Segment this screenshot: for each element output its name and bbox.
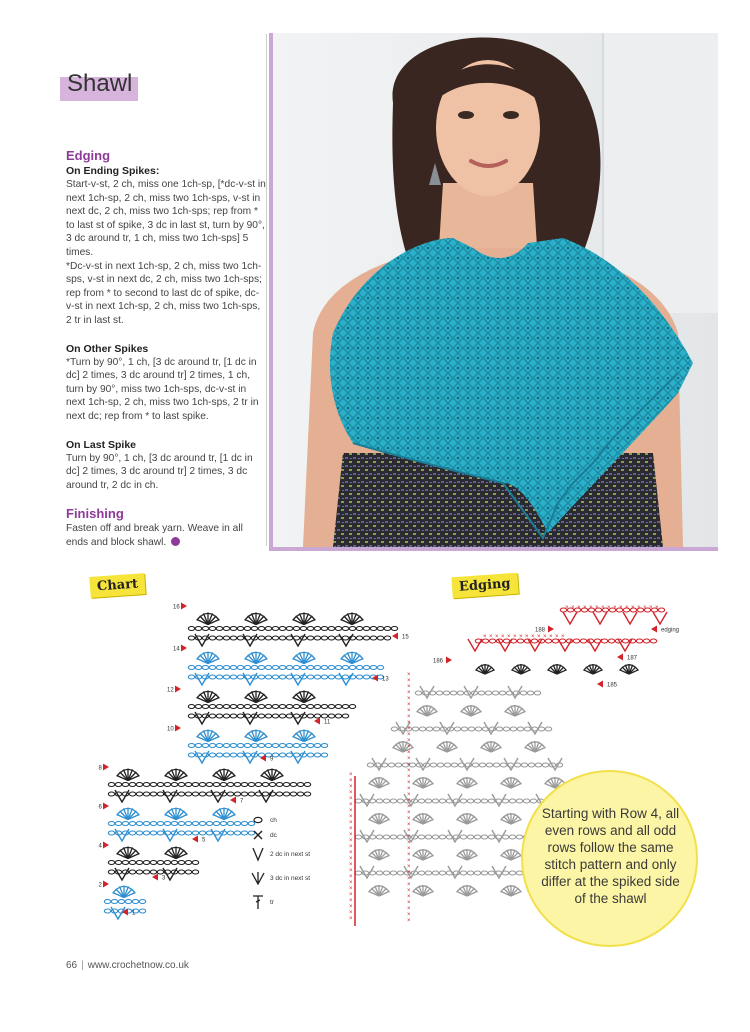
legend-symbol-icon	[250, 812, 266, 828]
edge-stitch-mark: ×	[349, 832, 353, 838]
edge-stitch-mark: ×	[349, 916, 353, 922]
edge-stitch-mark: ×	[607, 605, 611, 611]
edge-stitch-mark: ×	[643, 605, 647, 611]
legend-symbol-icon	[250, 846, 266, 862]
edge-stitch-mark: ×	[349, 844, 353, 850]
chart-row	[188, 691, 355, 709]
note-callout	[521, 770, 698, 947]
row-number-label: 10	[167, 726, 174, 733]
edge-stitch-mark: ×	[407, 870, 411, 876]
row-number-label: 12	[167, 687, 174, 694]
edge-stitch-mark: ×	[407, 858, 411, 864]
edge-stitch-mark: ×	[601, 605, 605, 611]
row-number-label: 3	[162, 875, 166, 882]
edge-stitch-mark: ×	[349, 826, 353, 832]
ending-spikes-heading: On Ending Spikes:	[66, 165, 160, 177]
chart-row	[188, 751, 327, 763]
row-number-label: 15	[402, 634, 409, 641]
row-number-label: 13	[382, 676, 389, 683]
edge-stitch-mark: ×	[407, 768, 411, 774]
edge-stitch-mark: ×	[519, 634, 523, 640]
edge-stitch-mark: ×	[495, 634, 499, 640]
edge-stitch-mark: ×	[625, 605, 629, 611]
edge-stitch-mark: ×	[349, 802, 353, 808]
edge-stitch-mark: ×	[407, 888, 411, 894]
row-number-label: 2	[98, 882, 102, 889]
legend-symbol-icon	[250, 827, 266, 843]
row-number-label: 186	[433, 658, 444, 665]
edging-row-label: edging	[661, 627, 680, 634]
row-number-label: 185	[607, 682, 618, 689]
chart-row	[104, 886, 145, 904]
chart-row	[108, 769, 310, 787]
last-spike-para: Turn by 90°, 1 ch, [3 dc around tr, [1 dc in dc] 2 times, 3 dc around tr] 2 times, 3 dc around tr, 2 dc in ch.	[66, 452, 253, 491]
edge-stitch-mark: ×	[407, 684, 411, 690]
edge-stitch-mark: ×	[407, 816, 411, 822]
edge-stitch-mark: ×	[349, 898, 353, 904]
edge-stitch-mark: ×	[543, 634, 547, 640]
edge-stitch-mark: ×	[407, 696, 411, 702]
edge-stitch-mark: ×	[407, 804, 411, 810]
chart-row	[108, 790, 310, 802]
edge-stitch-mark: ×	[349, 778, 353, 784]
edge-stitch-mark: ×	[631, 605, 635, 611]
legend-label: ch	[270, 816, 277, 824]
edge-stitch-mark: ×	[349, 892, 353, 898]
edge-stitch-mark: ×	[407, 708, 411, 714]
edge-stitch-mark: ×	[407, 882, 411, 888]
chart-row	[108, 829, 254, 841]
edge-stitch-mark: ×	[619, 605, 623, 611]
edge-stitch-mark: ×	[407, 750, 411, 756]
end-dot-icon	[171, 537, 180, 546]
edge-stitch-mark: ×	[407, 798, 411, 804]
finishing-para: Fasten off and break yarn. Weave in all ends and block shawl.	[66, 523, 243, 548]
edge-stitch-mark: ×	[407, 726, 411, 732]
row-number-label: 8	[98, 765, 102, 772]
edge-stitch-mark: ×	[537, 634, 541, 640]
row-number-label: 16	[173, 604, 180, 611]
page-title: Shawl	[67, 70, 133, 97]
legend-item	[250, 812, 277, 828]
legend-label: 2 dc in next st	[270, 850, 311, 858]
edge-stitch-mark: ×	[407, 852, 411, 858]
edge-stitch-mark: ×	[349, 796, 353, 802]
edge-stitch-mark: ×	[549, 634, 553, 640]
legend-item	[250, 894, 274, 910]
edge-stitch-mark: ×	[349, 910, 353, 916]
other-spikes-heading: On Other Spikes	[66, 342, 149, 355]
edge-stitch-mark: ×	[407, 906, 411, 912]
edge-stitch-mark: ×	[525, 634, 529, 640]
edge-stitch-mark: ×	[349, 886, 353, 892]
edge-stitch-mark: ×	[407, 738, 411, 744]
pattern-instructions	[66, 148, 266, 549]
row-number-label: 11	[324, 719, 331, 726]
edge-stitch-mark: ×	[595, 605, 599, 611]
edge-stitch-mark: ×	[483, 634, 487, 640]
chart-row	[108, 847, 198, 865]
edge-stitch-mark: ×	[513, 634, 517, 640]
row-number-label: 6	[98, 804, 102, 811]
edge-stitch-mark: ×	[349, 838, 353, 844]
edge-stitch-mark: ×	[649, 605, 653, 611]
edge-stitch-mark: ×	[407, 810, 411, 816]
legend-label: tr	[270, 898, 274, 906]
edge-stitch-mark: ×	[407, 900, 411, 906]
row-number-label: 5	[202, 837, 206, 844]
edge-stitch-mark: ×	[407, 840, 411, 846]
edge-stitch-mark: ×	[407, 672, 411, 678]
edge-stitch-mark: ×	[407, 756, 411, 762]
edging-tag: Edging	[451, 573, 518, 599]
legend-item	[250, 827, 277, 843]
edge-stitch-mark: ×	[407, 876, 411, 882]
edge-stitch-mark: ×	[407, 678, 411, 684]
edge-stitch-mark: ×	[349, 880, 353, 886]
edge-stitch-mark: ×	[501, 634, 505, 640]
edge-stitch-mark: ×	[349, 856, 353, 862]
edge-stitch-mark: ×	[489, 634, 493, 640]
row-number-label: 188	[535, 627, 546, 634]
legend-item	[250, 846, 310, 862]
legend-item	[250, 870, 310, 886]
edge-stitch-mark: ×	[613, 605, 617, 611]
chart-tag: Chart	[89, 573, 145, 598]
edge-stitch-mark: ×	[407, 828, 411, 834]
last-spike-heading: On Last Spike	[66, 438, 137, 451]
row-number-label: 187	[627, 655, 638, 662]
edge-stitch-mark: ×	[407, 720, 411, 726]
edge-stitch-mark: ×	[571, 605, 575, 611]
legend-label: 3 dc in next st	[270, 874, 311, 882]
edge-stitch-mark: ×	[583, 605, 587, 611]
edge-stitch-mark: ×	[407, 894, 411, 900]
edge-stitch-mark: ×	[407, 690, 411, 696]
edge-stitch-mark: ×	[555, 634, 559, 640]
edge-stitch-mark: ×	[407, 786, 411, 792]
other-spikes-para: *Turn by 90°, 1 ch, [3 dc around tr, [1 dc in dc] 2 times, 3 dc around tr] 2 times, 1 ch, turn by 90°, miss two 1ch-sps, dc-v-st in next 1ch-sp, 2 ch, miss two 1ch-sps, 2 tr in next dc; rep from * to last spike.	[66, 356, 259, 422]
edge-stitch-mark: ×	[349, 808, 353, 814]
edge-stitch-mark: ×	[589, 605, 593, 611]
edge-stitch-mark: ×	[407, 780, 411, 786]
callout-text: Starting with Row 4, all even rows and all odd rows follow the same stitch pattern and only differ at the spiked side of the shawl	[541, 806, 680, 906]
edge-stitch-mark: ×	[407, 834, 411, 840]
edge-stitch-mark: ×	[407, 792, 411, 798]
edge-stitch-mark: ×	[407, 918, 411, 924]
edge-stitch-mark: ×	[349, 772, 353, 778]
edge-stitch-mark: ×	[349, 784, 353, 790]
model-photo	[273, 33, 718, 547]
row-number-label: 4	[98, 843, 102, 850]
chart-row	[108, 868, 198, 880]
edge-stitch-mark: ×	[407, 846, 411, 852]
chart-row	[108, 808, 254, 826]
legend-label: dc	[270, 831, 277, 839]
column-divider	[266, 34, 267, 546]
row-number-label: 9	[270, 756, 274, 763]
row-number-label: 14	[173, 646, 180, 653]
ending-spikes-para2: *Dc-v-st in next 1ch-sp, 2 ch, miss two 1ch-sps, v-st in next dc, 2 ch, miss two 1ch-sps; rep from * to second to last dc of spike, dc-v-st in next 1ch-sp, 2 ch, miss two 1ch-sps, 2 tr in last st.	[66, 260, 262, 326]
edge-stitch-mark: ×	[561, 634, 565, 640]
edge-stitch-mark: ×	[407, 774, 411, 780]
edge-stitch-mark: ×	[407, 864, 411, 870]
legend-symbol-icon	[250, 894, 266, 910]
edge-stitch-mark: ×	[349, 874, 353, 880]
edge-stitch-mark: ×	[407, 912, 411, 918]
edge-stitch-mark: ×	[655, 605, 659, 611]
edge-stitch-mark: ×	[407, 732, 411, 738]
edge-stitch-mark: ×	[507, 634, 511, 640]
edge-stitch-mark: ×	[349, 814, 353, 820]
edge-stitch-mark: ×	[349, 862, 353, 868]
edge-stitch-mark: ×	[407, 822, 411, 828]
chart-row	[188, 730, 327, 748]
edge-stitch-mark: ×	[637, 605, 641, 611]
edge-stitch-mark: ×	[349, 868, 353, 874]
edge-stitch-mark: ×	[531, 634, 535, 640]
edge-stitch-mark: ×	[349, 820, 353, 826]
page-number: 66	[66, 960, 78, 971]
edge-stitch-mark: ×	[407, 744, 411, 750]
edge-stitch-mark: ×	[407, 714, 411, 720]
edge-stitch-mark: ×	[407, 702, 411, 708]
edge-stitch-mark: ×	[407, 762, 411, 768]
edge-stitch-mark: ×	[565, 605, 569, 611]
row-number-label: 7	[240, 798, 244, 805]
edge-stitch-mark: ×	[349, 850, 353, 856]
edging-heading: Edging	[66, 148, 111, 163]
edge-stitch-mark: ×	[349, 904, 353, 910]
page-footer: 66 | www.crochetnow.co.uk	[66, 960, 189, 971]
finishing-heading: Finishing	[66, 506, 124, 522]
ending-spikes-para1: Start-v-st, 2 ch, miss one 1ch-sp, [*dc-v-st in next 1ch-sp, 2 ch, miss two 1ch-sps, v-st in next dc, 2 ch, miss two 1ch-sps; rep from * to last st of spike, 3 dc in last st, turn by 90°, 3 dc around tr, 1 ch, miss two 1ch-sps] 5 times.	[66, 179, 266, 258]
legend-symbol-icon	[250, 870, 266, 886]
footer-url[interactable]: www.crochetnow.co.uk	[87, 960, 189, 971]
edge-stitch-mark: ×	[577, 605, 581, 611]
edge-stitch-mark: ×	[349, 790, 353, 796]
row-number-label: 1	[132, 910, 136, 917]
